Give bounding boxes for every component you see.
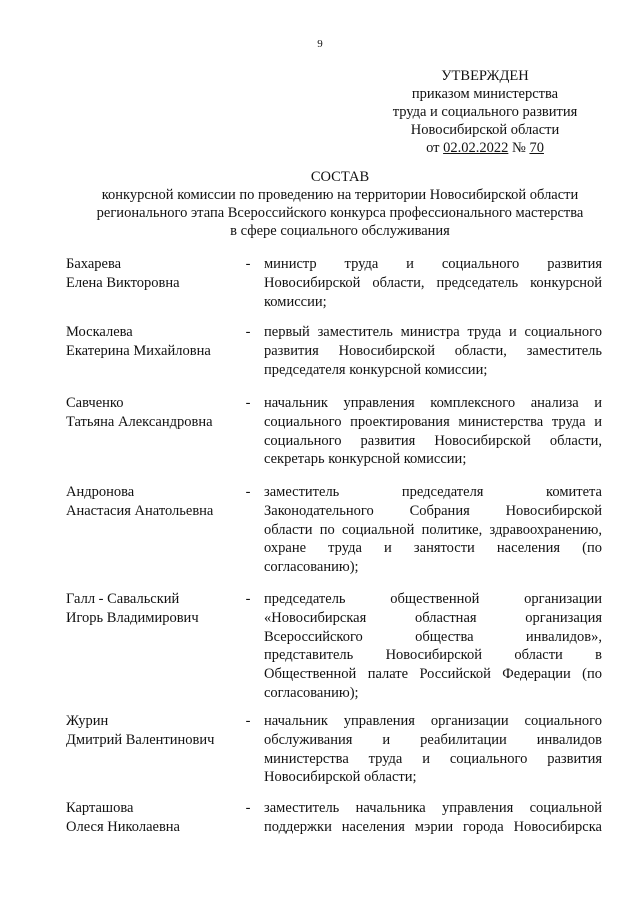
member-dash: - [245,484,251,500]
member-surname: Галл - Савальский [66,591,180,607]
member-position [264,712,602,787]
member-name: Анастасия Анатольевна [66,502,214,519]
member-position [264,799,602,837]
member-dash: - [245,800,251,816]
member-person [66,323,236,361]
member-surname: Бахарева [66,256,122,272]
member-person [66,712,236,750]
member-surname: Савченко [66,395,124,411]
member-position-line: Общественной палате Российской Федерации (по [264,666,602,683]
member-position [264,394,602,469]
member-person [66,590,236,628]
approval-date-prefix: от [426,140,440,156]
member-position-line: охране труда и занятости населения (по [264,540,602,557]
member-position-line: социального проектирования министерства труда и [264,413,602,430]
member-position-line: развития Новосибирской области, заместитель [264,342,602,359]
member-name: Елена Викторовна [66,274,180,291]
member-dash: - [245,591,251,607]
title-line-1: конкурсной комиссии по проведению на территории Новосибирской области [101,187,579,203]
member-position-line: секретарь конкурсной комиссии; [264,451,467,468]
title-line-3: в сфере социального обслуживания [230,223,450,239]
member-position-line: заместитель начальника управления социальной [264,800,602,816]
member-person [66,483,236,521]
member-position-line: согласованию); [264,559,359,576]
member-position-line: начальник управления организации социального [264,713,602,729]
member-position-line: комиссии; [264,293,327,310]
approval-line-3: Новосибирской области [410,122,560,138]
approval-date: 02.02.2022 [443,140,509,156]
member-position-line: Законодательного Собрания Новосибирской [264,502,602,519]
member-dash: - [245,713,251,729]
member-dash: - [245,324,251,340]
member-position-line: согласованию); [264,684,359,701]
member-position-line: обслуживания и реабилитации инвалидов [264,731,602,748]
member-name: Татьяна Александровна [66,413,213,430]
approval-line-2: труда и социального развития [392,104,578,120]
member-dash: - [245,395,251,411]
member-name: Екатерина Михайловна [66,342,211,359]
member-position-line: области по социальной политике, здравоохранению, [264,521,602,538]
member-name: Олеся Николаевна [66,818,180,835]
member-position-line: заместитель председателя комитета [264,484,602,500]
member-position-line: председатель общественной организации [264,591,602,607]
approval-number-sign: № [511,140,526,156]
member-position-line: Всероссийского общества инвалидов», [264,628,602,645]
member-name: Дмитрий Валентинович [66,731,215,748]
member-position-line: Новосибирской области, председатель конкурсной [264,274,602,291]
member-person [66,799,236,837]
member-surname: Журин [66,713,109,729]
member-person [66,255,236,293]
member-surname: Москалева [66,324,133,340]
member-dash: - [245,256,251,272]
member-position-line: министр труда и социального развития [264,256,602,272]
member-position [264,590,602,703]
member-position [264,255,602,311]
page-number: 9 [317,38,323,50]
member-position-line: Новосибирской области; [264,769,417,786]
member-position [264,323,602,379]
member-person [66,394,236,432]
member-surname: Андронова [66,484,135,500]
approval-number: 70 [529,140,544,156]
member-position-line: «Новосибирская областная организация [264,609,602,626]
approval-line-1: приказом министерства [411,86,559,102]
member-position-line: председателя конкурсной комиссии; [264,361,488,378]
member-surname: Карташова [66,800,134,816]
member-position-line: начальник управления комплексного анализа и [264,395,602,411]
member-position [264,483,602,577]
member-position-line: поддержки населения мэрии города Новосибирска [264,818,602,835]
member-position-line: первый заместитель министра труда и социального [264,324,602,340]
title-heading: СОСТАВ [310,169,370,185]
title-line-2: регионального этапа Всероссийского конкурса профессионального мастерства [96,205,584,221]
member-position-line: социального развития Новосибирской области, [264,432,602,449]
approval-heading: УТВЕРЖДЕН [441,68,529,84]
member-name: Игорь Владимирович [66,609,199,626]
member-position-line: министерства труда и социального развития [264,750,602,767]
member-position-line: представитель Новосибирской области в [264,647,602,664]
